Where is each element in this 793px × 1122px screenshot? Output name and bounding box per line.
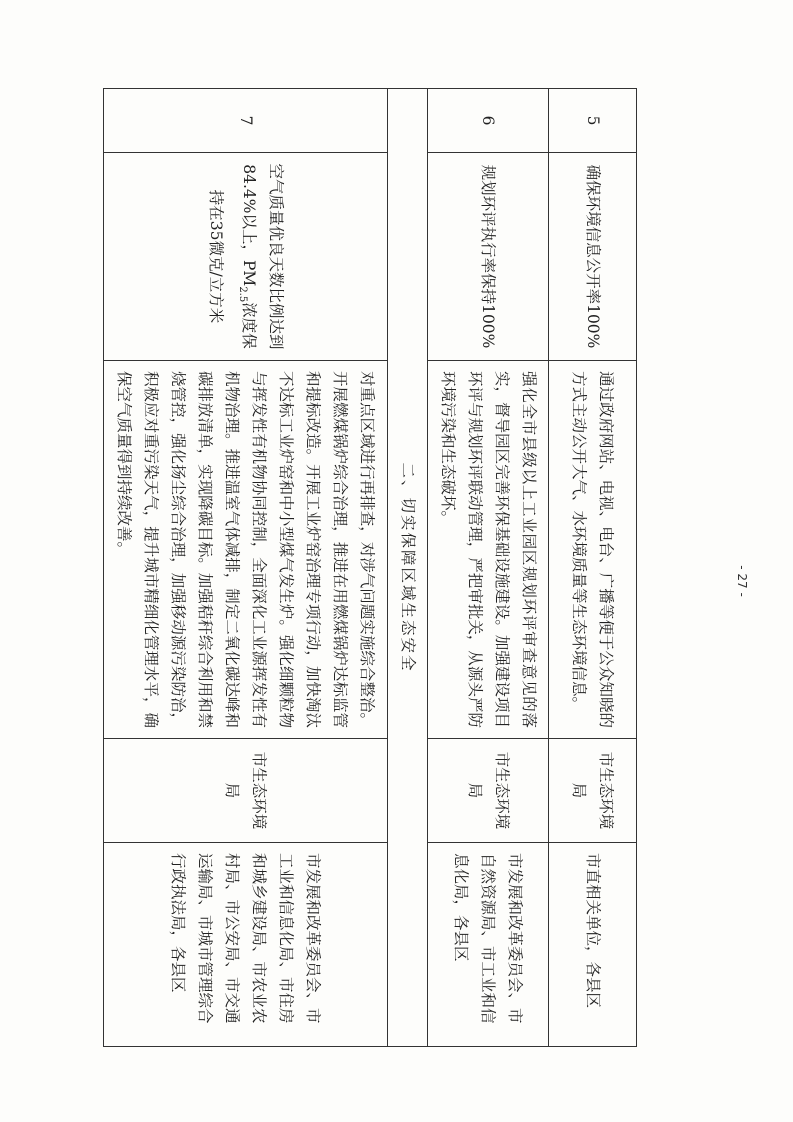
lead-unit-cell: 市生态环境局 [428,739,549,843]
row-number: 5 [549,89,637,153]
lead-unit-cell: 市生态环境局 [549,739,637,843]
table-row [549,89,637,1047]
target-text-part1: 空气质量优良天数比例达到84.4%以上，PM [240,163,286,350]
target-cell [104,153,388,361]
row-number: 6 [428,89,549,153]
target-subscript: 2.5 [236,286,248,303]
measure-cell: 强化全市县级以上工业园区规划环评审查意见的落实，督导园区完善环保基础设施建设。加强建设项目环评与规划环评联动管理，严把审批关，从源头严防环境污染和生态破坏。 [428,361,549,739]
table-row [428,89,549,1047]
cooperating-unit-cell: 市发展和改革委员会、市工业和信息化局、市住房和城乡建设局、市农业农村局、市公安局、市交通运输局、市城市管理综合行政执法局，各县区 [104,843,388,1047]
target-cell: 确保环境信息公开率100% [549,153,637,361]
cooperating-unit-cell: 市直相关单位，各县区 [549,843,637,1047]
cooperating-unit-cell: 市发展和改革委员会、市自然资源局、市工业和信息化局，各县区 [428,843,549,1047]
target-text-part2: 浓度保持在35微克/立方米 [206,189,259,349]
lead-unit-cell: 市生态环境局 [104,739,388,843]
target-cell: 规划环评执行率保持100% [428,153,549,361]
measure-cell: 通过政府网站、电视、电台、广播等便于公众知晓的方式主动公开大气、水环境质量等生态环境信息。 [549,361,637,739]
section-row [388,89,428,1047]
measure-cell: 对重点区域进行再排查，对涉气问题实施综合整治。开展燃煤锅炉综合治理，推进在用燃煤锅炉达标监管和提标改造。开展工业炉窑治理专项行动，加快淘汰不达标工业炉窑和中小型煤气发生炉。强化细颗粒物与挥发性有机物协同控制，全面深化工业源挥发性有机物治理。推进温室气体减排，制定二氧化碳达峰和碳排放清单，实现降碳目标。加强秸秆综合利用和禁烧管控，强化扬尘综合治理，加强移动源污染防治，积极应对重污染天气，提升城市精细化管理水平，确保空气质量得到持续改善。 [104,361,388,739]
task-table [103,88,637,1047]
table-row [104,89,388,1047]
section-title: 二、切实保障区域生态安全 [388,89,428,1047]
row-number: 7 [104,89,388,153]
rotated-table-container [105,88,637,1046]
page-number: - 27 - [735,565,749,597]
